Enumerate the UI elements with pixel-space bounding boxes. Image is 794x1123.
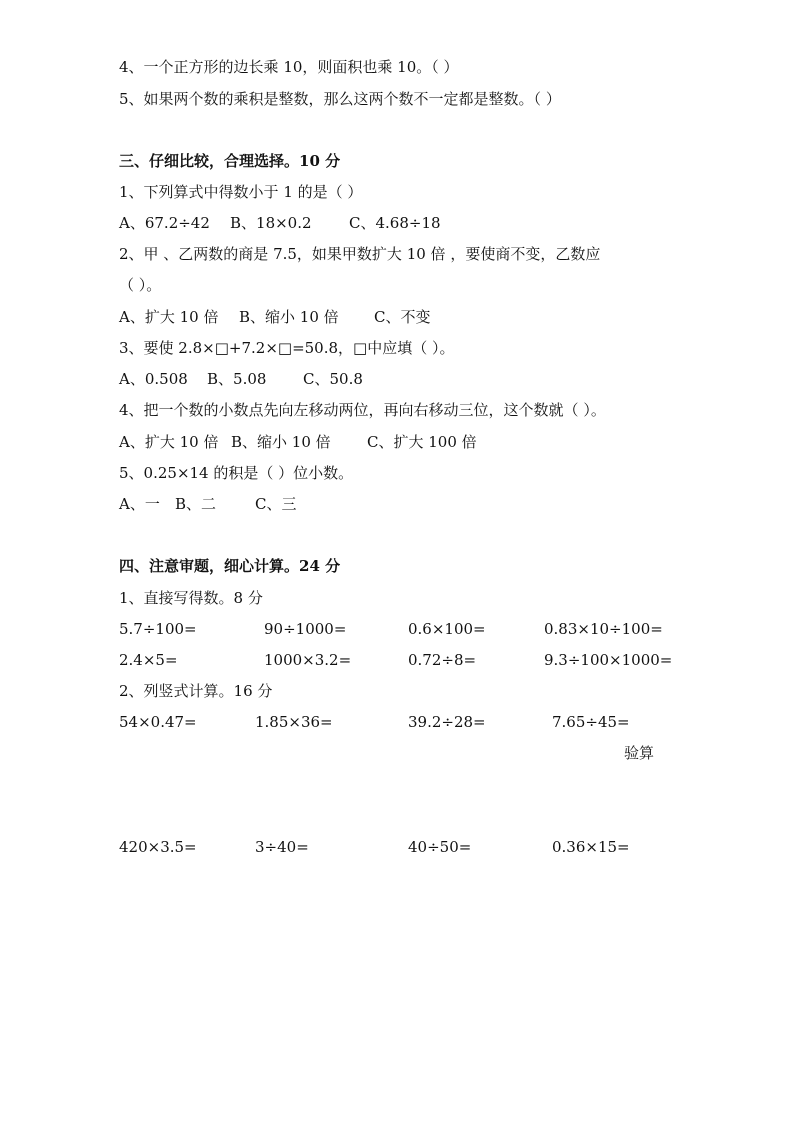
option-a: A、67.2÷42 (119, 214, 210, 232)
column-calc-item: 420×3.5= (119, 838, 197, 856)
column-calc-item: 7.65÷45= (552, 713, 630, 731)
mental-math-item: 0.72÷8= (408, 651, 477, 669)
check-label: 验算 (624, 744, 655, 762)
option-b: B、缩小 10 倍 (231, 433, 331, 451)
option-b: B、18×0.2 (230, 214, 312, 232)
option-b: B、缩小 10 倍 (239, 308, 339, 326)
question-2-5: 5、如果两个数的乘积是整数，那么这两个数不一定都是整数。（ ） (119, 90, 561, 108)
option-c: C、不变 (374, 308, 431, 326)
option-c: C、4.68÷18 (349, 214, 441, 232)
section-4-part-2-title: 2、列竖式计算。16 分 (119, 682, 273, 700)
question-3-5: 5、0.25×14 的积是（ ）位小数。 (119, 464, 354, 482)
column-calc-item: 3÷40= (255, 838, 309, 856)
column-calc-item: 0.36×15= (552, 838, 630, 856)
column-calc-item: 54×0.47= (119, 713, 197, 731)
question-2-4: 4、一个正方形的边长乘 10，则面积也乘 10。（ ） (119, 58, 459, 76)
mental-math-item: 1000×3.2= (264, 651, 352, 669)
question-3-1: 1、下列算式中得数小于 1 的是（ ） (119, 183, 363, 201)
option-a: A、扩大 10 倍 (119, 433, 219, 451)
option-a: A、扩大 10 倍 (119, 308, 219, 326)
mental-math-item: 2.4×5= (119, 651, 178, 669)
question-3-3: 3、要使 2.8×□+7.2×□=50.8，□中应填（ ）。 (119, 339, 455, 357)
option-b: B、5.08 (207, 370, 267, 388)
section-4-title: 四、注意审题，细心计算。24 分 (119, 557, 341, 575)
section-4-part-1-title: 1、直接写得数。8 分 (119, 589, 263, 607)
mental-math-item: 0.83×10÷100= (544, 620, 663, 638)
column-calc-item: 40÷50= (408, 838, 472, 856)
mental-math-item: 5.7÷100= (119, 620, 197, 638)
mental-math-item: 9.3÷100×1000= (544, 651, 673, 669)
option-a: A、一 (119, 495, 160, 513)
option-b: B、二 (175, 495, 217, 513)
question-3-2-blank: （ ）。 (119, 276, 162, 294)
option-c: C、三 (255, 495, 297, 513)
mental-math-item: 90÷1000= (264, 620, 347, 638)
option-a: A、0.508 (119, 370, 188, 388)
mental-math-item: 0.6×100= (408, 620, 486, 638)
question-3-2: 2、甲 、乙两数的商是 7.5，如果甲数扩大 10 倍 ，要使商不变，乙数应 (119, 245, 601, 263)
option-c: C、扩大 100 倍 (367, 433, 477, 451)
section-3-title: 三、仔细比较，合理选择。10 分 (119, 152, 341, 170)
question-3-4: 4、把一个数的小数点先向左移动两位，再向右移动三位，这个数就（ ）。 (119, 401, 606, 419)
option-c: C、50.8 (303, 370, 363, 388)
column-calc-item: 1.85×36= (255, 713, 333, 731)
column-calc-item: 39.2÷28= (408, 713, 486, 731)
